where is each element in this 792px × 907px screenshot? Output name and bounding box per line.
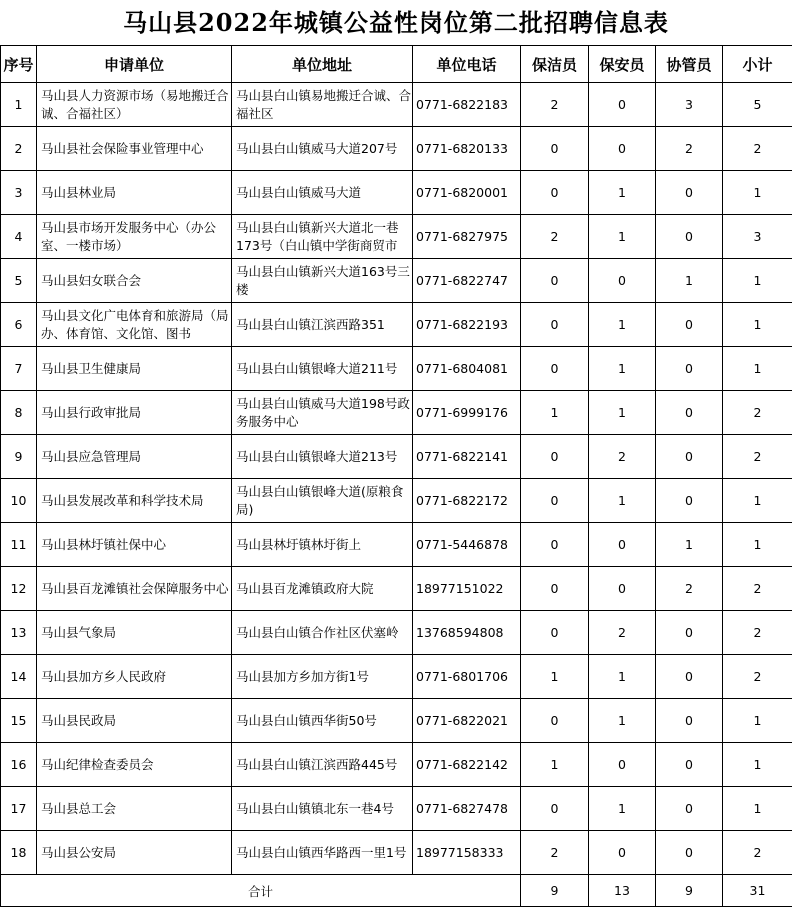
cell-security: 1 — [589, 303, 656, 347]
cell-address-text: 马山县白山镇西华路西一里1号 — [236, 844, 412, 862]
cell-subtotal: 2 — [723, 435, 792, 479]
cell-no: 14 — [1, 655, 37, 699]
cell-security: 1 — [589, 787, 656, 831]
cell-cleaner: 0 — [521, 127, 589, 171]
cell-security: 0 — [589, 743, 656, 787]
cell-security: 0 — [589, 567, 656, 611]
cell-no: 11 — [1, 523, 37, 567]
cell-subtotal: 5 — [723, 83, 792, 127]
cell-subtotal: 1 — [723, 699, 792, 743]
cell-security: 0 — [589, 83, 656, 127]
cell-assistant: 0 — [656, 743, 723, 787]
cell-address-text: 马山县白山镇新兴大道北一巷173号（白山镇中学街商贸市 — [236, 219, 412, 255]
cell-unit — [37, 655, 232, 699]
table-row — [1, 391, 792, 435]
cell-phone: 0771-6801706 — [413, 655, 521, 699]
cell-address-text: 马山县加方乡加方街1号 — [236, 668, 412, 686]
cell-unit — [37, 83, 232, 127]
cell-address — [232, 743, 413, 787]
cell-address-text: 马山县白山镇镇北东一巷4号 — [236, 800, 412, 818]
cell-security: 2 — [589, 611, 656, 655]
cell-unit-text: 马山县妇女联合会 — [41, 272, 231, 290]
cell-subtotal: 1 — [723, 171, 792, 215]
cell-assistant: 0 — [656, 171, 723, 215]
cell-unit — [37, 787, 232, 831]
cell-unit — [37, 479, 232, 523]
cell-cleaner: 0 — [521, 171, 589, 215]
cell-unit — [37, 611, 232, 655]
cell-address-text: 马山县百龙滩镇政府大院 — [236, 580, 412, 598]
cell-unit — [37, 347, 232, 391]
cell-assistant: 2 — [656, 127, 723, 171]
cell-unit — [37, 567, 232, 611]
cell-no: 9 — [1, 435, 37, 479]
cell-address — [232, 303, 413, 347]
cell-address-text: 马山县白山镇易地搬迁合诚、合福社区 — [236, 87, 412, 123]
cell-address — [232, 435, 413, 479]
table-row — [1, 699, 792, 743]
cell-unit-text: 马山县民政局 — [41, 712, 231, 730]
cell-assistant: 2 — [656, 567, 723, 611]
cell-address — [232, 259, 413, 303]
cell-cleaner: 0 — [521, 303, 589, 347]
total-security: 13 — [589, 875, 656, 907]
cell-unit-text: 马山县发展改革和科学技术局 — [41, 492, 231, 510]
cell-unit — [37, 435, 232, 479]
cell-assistant: 0 — [656, 831, 723, 875]
cell-unit-text: 马山县文化广电体育和旅游局（局办、体育馆、文化馆、图书 — [41, 307, 231, 343]
cell-unit-text: 马山县加方乡人民政府 — [41, 668, 231, 686]
cell-unit-text: 马山县公安局 — [41, 844, 231, 862]
cell-security: 1 — [589, 347, 656, 391]
cell-subtotal: 1 — [723, 743, 792, 787]
cell-address-text: 马山县白山镇银峰大道(原粮食局) — [236, 483, 412, 519]
cell-cleaner: 0 — [521, 611, 589, 655]
cell-assistant: 0 — [656, 303, 723, 347]
cell-unit — [37, 831, 232, 875]
total-cleaner: 9 — [521, 875, 589, 907]
header-address: 单位地址 — [232, 46, 413, 83]
cell-unit-text: 马山县应急管理局 — [41, 448, 231, 466]
cell-address — [232, 479, 413, 523]
header-cleaner: 保洁员 — [521, 46, 589, 83]
cell-security: 1 — [589, 391, 656, 435]
cell-no: 17 — [1, 787, 37, 831]
cell-phone: 0771-6820133 — [413, 127, 521, 171]
cell-cleaner: 0 — [521, 479, 589, 523]
cell-address-text: 马山县白山镇西华街50号 — [236, 712, 412, 730]
cell-unit — [37, 699, 232, 743]
cell-unit-text: 马山县卫生健康局 — [41, 360, 231, 378]
table-row — [1, 655, 792, 699]
cell-address — [232, 83, 413, 127]
table-row — [1, 347, 792, 391]
table-row — [1, 303, 792, 347]
cell-unit-text: 马山县社会保险事业管理中心 — [41, 140, 231, 158]
cell-unit — [37, 127, 232, 171]
cell-no: 13 — [1, 611, 37, 655]
header-subtotal: 小计 — [723, 46, 792, 83]
cell-address-text: 马山县白山镇江滨西路351 — [236, 316, 412, 334]
cell-security: 1 — [589, 171, 656, 215]
cell-cleaner: 2 — [521, 83, 589, 127]
table-row — [1, 171, 792, 215]
cell-unit — [37, 523, 232, 567]
cell-assistant: 1 — [656, 259, 723, 303]
cell-security: 0 — [589, 259, 656, 303]
cell-cleaner: 0 — [521, 435, 589, 479]
table-body — [1, 83, 792, 875]
cell-no: 2 — [1, 127, 37, 171]
cell-unit-text: 马山县气象局 — [41, 624, 231, 642]
cell-phone: 0771-6822172 — [413, 479, 521, 523]
cell-subtotal: 1 — [723, 523, 792, 567]
cell-address — [232, 347, 413, 391]
cell-assistant: 0 — [656, 215, 723, 259]
cell-cleaner: 0 — [521, 259, 589, 303]
table-row — [1, 743, 792, 787]
total-row — [1, 875, 792, 907]
header-no: 序号 — [1, 46, 37, 83]
total-subtotal: 31 — [723, 875, 792, 907]
cell-address — [232, 127, 413, 171]
cell-subtotal: 1 — [723, 347, 792, 391]
cell-subtotal: 1 — [723, 479, 792, 523]
header-assistant: 协管员 — [656, 46, 723, 83]
cell-subtotal: 2 — [723, 567, 792, 611]
cell-no: 16 — [1, 743, 37, 787]
cell-subtotal: 1 — [723, 787, 792, 831]
cell-address — [232, 215, 413, 259]
cell-subtotal: 2 — [723, 831, 792, 875]
cell-unit — [37, 215, 232, 259]
cell-phone: 0771-6822021 — [413, 699, 521, 743]
header-security: 保安员 — [589, 46, 656, 83]
cell-address-text: 马山县白山镇威马大道 — [236, 184, 412, 202]
cell-subtotal: 2 — [723, 611, 792, 655]
cell-cleaner: 0 — [521, 787, 589, 831]
cell-unit — [37, 303, 232, 347]
cell-subtotal: 1 — [723, 303, 792, 347]
cell-phone: 0771-6822141 — [413, 435, 521, 479]
cell-no: 10 — [1, 479, 37, 523]
cell-phone: 0771-6820001 — [413, 171, 521, 215]
cell-no: 6 — [1, 303, 37, 347]
table-row — [1, 523, 792, 567]
cell-no: 12 — [1, 567, 37, 611]
table-row — [1, 435, 792, 479]
cell-address — [232, 699, 413, 743]
cell-address-text: 马山县林圩镇林圩街上 — [236, 536, 412, 554]
cell-assistant: 3 — [656, 83, 723, 127]
cell-address — [232, 567, 413, 611]
cell-phone: 0771-6999176 — [413, 391, 521, 435]
table-row — [1, 215, 792, 259]
table-row — [1, 83, 792, 127]
cell-unit-text: 马山纪律检查委员会 — [41, 756, 231, 774]
cell-subtotal: 1 — [723, 259, 792, 303]
cell-subtotal: 3 — [723, 215, 792, 259]
cell-no: 5 — [1, 259, 37, 303]
cell-phone: 18977151022 — [413, 567, 521, 611]
cell-security: 0 — [589, 831, 656, 875]
table-row — [1, 831, 792, 875]
cell-phone: 0771-6822193 — [413, 303, 521, 347]
cell-unit — [37, 171, 232, 215]
cell-no: 7 — [1, 347, 37, 391]
cell-security: 0 — [589, 127, 656, 171]
cell-unit-text: 马山县人力资源市场（易地搬迁合诚、合福社区） — [41, 87, 231, 123]
header-row — [1, 46, 792, 83]
cell-unit-text: 马山县林圩镇社保中心 — [41, 536, 231, 554]
cell-unit-text: 马山县市场开发服务中心（办公室、一楼市场） — [41, 219, 231, 255]
recruitment-table — [0, 45, 792, 907]
cell-no: 1 — [1, 83, 37, 127]
cell-unit-text: 马山县行政审批局 — [41, 404, 231, 422]
table-row — [1, 127, 792, 171]
cell-security: 2 — [589, 435, 656, 479]
cell-unit-text: 马山县林业局 — [41, 184, 231, 202]
header-phone: 单位电话 — [413, 46, 521, 83]
cell-address — [232, 655, 413, 699]
cell-cleaner: 1 — [521, 655, 589, 699]
cell-security: 1 — [589, 215, 656, 259]
cell-phone: 0771-6804081 — [413, 347, 521, 391]
cell-assistant: 0 — [656, 347, 723, 391]
cell-phone: 0771-6822183 — [413, 83, 521, 127]
cell-security: 1 — [589, 479, 656, 523]
cell-subtotal: 2 — [723, 127, 792, 171]
cell-security: 0 — [589, 523, 656, 567]
cell-subtotal: 2 — [723, 655, 792, 699]
total-assistant: 9 — [656, 875, 723, 907]
cell-address — [232, 391, 413, 435]
cell-cleaner: 0 — [521, 567, 589, 611]
cell-cleaner: 1 — [521, 743, 589, 787]
cell-phone: 0771-6822142 — [413, 743, 521, 787]
table-row — [1, 787, 792, 831]
total-label: 合计 — [1, 875, 521, 907]
cell-unit — [37, 259, 232, 303]
cell-address-text: 马山县白山镇银峰大道211号 — [236, 360, 412, 378]
cell-address-text: 马山县白山镇银峰大道213号 — [236, 448, 412, 466]
cell-assistant: 0 — [656, 699, 723, 743]
cell-cleaner: 1 — [521, 391, 589, 435]
cell-assistant: 0 — [656, 391, 723, 435]
cell-assistant: 0 — [656, 479, 723, 523]
cell-security: 1 — [589, 655, 656, 699]
cell-no: 4 — [1, 215, 37, 259]
header-unit: 申请单位 — [37, 46, 232, 83]
table-row — [1, 611, 792, 655]
cell-subtotal: 2 — [723, 391, 792, 435]
cell-no: 15 — [1, 699, 37, 743]
cell-assistant: 0 — [656, 611, 723, 655]
cell-assistant: 1 — [656, 523, 723, 567]
table-row — [1, 259, 792, 303]
cell-unit — [37, 743, 232, 787]
cell-address-text: 马山县白山镇威马大道207号 — [236, 140, 412, 158]
cell-address — [232, 171, 413, 215]
cell-phone: 0771-5446878 — [413, 523, 521, 567]
table-row — [1, 479, 792, 523]
cell-address — [232, 611, 413, 655]
cell-address-text: 马山县白山镇威马大道198号政务服务中心 — [236, 395, 412, 431]
cell-cleaner: 0 — [521, 699, 589, 743]
cell-cleaner: 0 — [521, 523, 589, 567]
cell-assistant: 0 — [656, 655, 723, 699]
cell-no: 8 — [1, 391, 37, 435]
table-row — [1, 567, 792, 611]
cell-cleaner: 0 — [521, 347, 589, 391]
cell-unit-text: 马山县百龙滩镇社会保障服务中心 — [41, 580, 231, 598]
cell-assistant: 0 — [656, 787, 723, 831]
cell-address — [232, 787, 413, 831]
page-title: 马山县2022年城镇公益性岗位第二批招聘信息表 — [0, 0, 792, 45]
cell-phone: 0771-6827975 — [413, 215, 521, 259]
cell-address-text: 马山县白山镇江滨西路445号 — [236, 756, 412, 774]
cell-assistant: 0 — [656, 435, 723, 479]
cell-phone: 13768594808 — [413, 611, 521, 655]
cell-no: 18 — [1, 831, 37, 875]
cell-phone: 0771-6822747 — [413, 259, 521, 303]
cell-address-text: 马山县白山镇合作社区伏塞岭 — [236, 624, 412, 642]
cell-phone: 0771-6827478 — [413, 787, 521, 831]
cell-address — [232, 831, 413, 875]
cell-unit — [37, 391, 232, 435]
cell-security: 1 — [589, 699, 656, 743]
cell-address-text: 马山县白山镇新兴大道163号三楼 — [236, 263, 412, 299]
cell-cleaner: 2 — [521, 831, 589, 875]
cell-unit-text: 马山县总工会 — [41, 800, 231, 818]
cell-phone: 18977158333 — [413, 831, 521, 875]
cell-no: 3 — [1, 171, 37, 215]
cell-address — [232, 523, 413, 567]
cell-cleaner: 2 — [521, 215, 589, 259]
